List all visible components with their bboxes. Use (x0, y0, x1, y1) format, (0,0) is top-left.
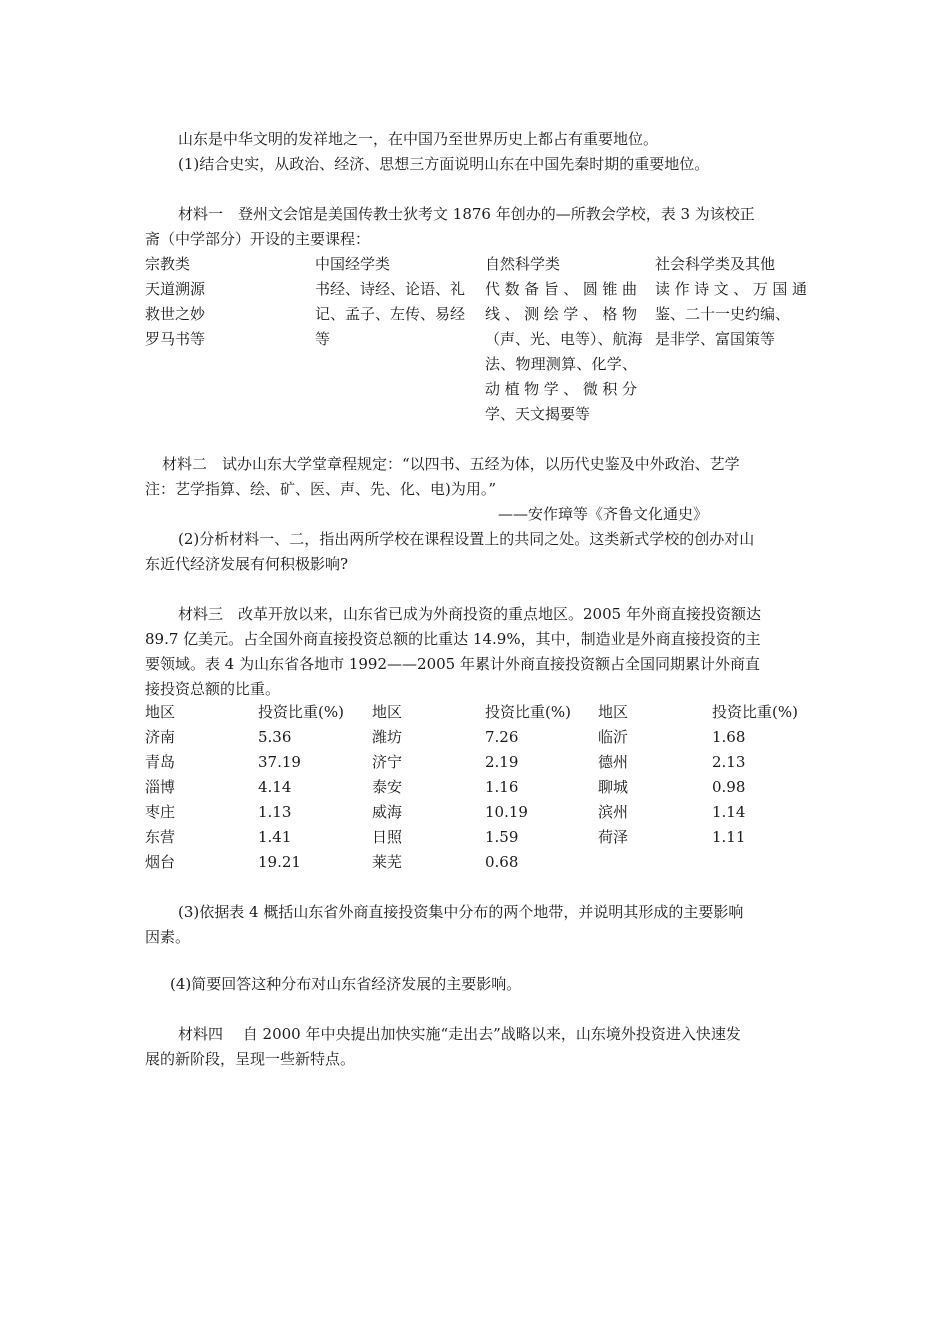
table-header-value: 投资比重(%) (712, 703, 798, 721)
table-cell-region: 莱芜 (372, 853, 403, 871)
table-cell-value: 1.13 (258, 803, 292, 821)
course-line: 动植物学、微积分 (485, 380, 637, 398)
table-cell-region: 泰安 (372, 778, 403, 796)
course-line: 罗马书等 (145, 330, 206, 348)
course-line: （声、光、电等）、航海 (485, 330, 643, 348)
table-cell-value: 37.19 (258, 753, 301, 771)
course-line: 读作诗文、万国通 (655, 280, 807, 298)
course-header: 社会科学类及其他 (655, 255, 776, 273)
table-cell-region: 滨州 (598, 803, 629, 821)
table-cell-region: 枣庄 (145, 803, 176, 821)
table-cell-value: 19.21 (258, 853, 301, 871)
table-header-region: 地区 (145, 703, 176, 721)
question-2-line-2: 东近代经济发展有何积极影响? (145, 555, 349, 573)
table-cell-region: 东营 (145, 828, 176, 846)
table-cell-value: 10.19 (485, 803, 528, 821)
material-3-line-2: 89.7 亿美元。占全国外商直接投资总额的比重达 14.9%，其中，制造业是外商直接投资的主 (145, 630, 761, 648)
course-column-religion (145, 252, 295, 352)
question-2-line-1: (2)分析材料一、二，指出两所学校在课程设置上的共同之处。这类新式学校的创办对山 (178, 530, 755, 548)
material-2-line-1: 材料二 试办山东大学堂章程规定：“以四书、五经为体，以历代史鉴及中外政治、艺学 (162, 455, 740, 473)
question-4: (4)简要回答这种分布对山东省经济发展的主要影响。 (170, 975, 522, 993)
material-1-line-2: 斋（中学部分）开设的主要课程： (145, 230, 371, 248)
table-cell-value: 1.59 (485, 828, 519, 846)
table-cell-value: 2.13 (712, 753, 746, 771)
material-4-line-1: 材料四 自 2000 年中央提出加快实施“走出去”战略以来，山东境外投资进入快速发 (178, 1025, 741, 1043)
table-cell-value: 7.26 (485, 728, 519, 746)
table-cell-value: 2.19 (485, 753, 519, 771)
course-header: 自然科学类 (485, 255, 561, 273)
material-3-line-3: 要领域。表 4 为山东省各地市 1992——2005 年累计外商直接投资额占全国同期累计外商直 (145, 655, 760, 673)
table-cell-value: 4.14 (258, 778, 292, 796)
table-cell-region: 淄博 (145, 778, 176, 796)
table-cell-region: 荷泽 (598, 828, 629, 846)
table-cell-region: 德州 (598, 753, 629, 771)
table-cell-value: 1.14 (712, 803, 746, 821)
course-line: 线、测绘学、格物 (485, 305, 637, 323)
material-3-line-1: 材料三 改革开放以来，山东省已成为外商投资的重点地区。2005 年外商直接投资额达 (178, 605, 761, 623)
course-column-classics (315, 252, 470, 352)
course-line: 是非学、富国策等 (655, 330, 776, 348)
course-header: 中国经学类 (315, 255, 391, 273)
table-cell-region: 济宁 (372, 753, 403, 771)
table-cell-region: 青岛 (145, 753, 176, 771)
question-3-line-1: (3)依据表 4 概括山东省外商直接投资集中分布的两个地带，并说明其形成的主要影响 (178, 903, 744, 921)
material-2-source: ——安作璋等《齐鲁文化通史》 (498, 505, 709, 523)
table-cell-value: 1.16 (485, 778, 519, 796)
course-column-science (485, 252, 643, 427)
course-line: 等 (315, 330, 331, 348)
material-4-line-2: 展的新阶段，呈现一些新特点。 (145, 1050, 356, 1068)
intro-paragraph: 山东是中华文明的发祥地之一，在中国乃至世界历史上都占有重要地位。 (178, 130, 659, 148)
course-line: 学、天文揭要等 (485, 405, 591, 423)
table-cell-region: 济南 (145, 728, 176, 746)
table-header-region: 地区 (372, 703, 403, 721)
table-cell-value: 1.41 (258, 828, 292, 846)
table-cell-value: 1.11 (712, 828, 746, 846)
course-line: 鉴、二十一史约编、 (655, 305, 791, 323)
table-cell-value: 5.36 (258, 728, 292, 746)
table-cell-region: 聊城 (598, 778, 629, 796)
table-cell-value: 1.68 (712, 728, 746, 746)
course-line: 法、物理测算、化学、 (485, 355, 637, 373)
course-line: 天道溯源 (145, 280, 206, 298)
table-cell-region: 日照 (372, 828, 403, 846)
table-cell-region: 烟台 (145, 853, 176, 871)
table-cell-value: 0.68 (485, 853, 519, 871)
course-column-social (655, 252, 807, 352)
table-cell-region: 威海 (372, 803, 403, 821)
question-3-line-2: 因素。 (145, 928, 191, 946)
course-line: 书经、诗经、论语、礼 (315, 280, 466, 298)
material-2-line-2: 注：艺学指算、绘、矿、医、声、先、化、电)为用。” (145, 480, 497, 498)
table-header-value: 投资比重(%) (258, 703, 344, 721)
table-cell-value: 0.98 (712, 778, 746, 796)
table-cell-region: 临沂 (598, 728, 629, 746)
course-line: 记、孟子、左传、易经 (315, 305, 466, 323)
course-header: 宗教类 (145, 255, 191, 273)
course-line: 救世之妙 (145, 305, 206, 323)
material-1-line-1: 材料一 登州文会馆是美国传教士狄考文 1876 年创办的—所教会学校，表 3 为该校正 (178, 205, 755, 223)
question-1: (1)结合史实，从政治、经济、思想三方面说明山东在中国先秦时期的重要地位。 (178, 155, 710, 173)
material-3-line-4: 接投资总额的比重。 (145, 680, 281, 698)
table-cell-region: 潍坊 (372, 728, 403, 746)
course-line: 代数备旨、圆锥曲 (485, 280, 637, 298)
table-header-region: 地区 (598, 703, 629, 721)
table-header-value: 投资比重(%) (485, 703, 571, 721)
